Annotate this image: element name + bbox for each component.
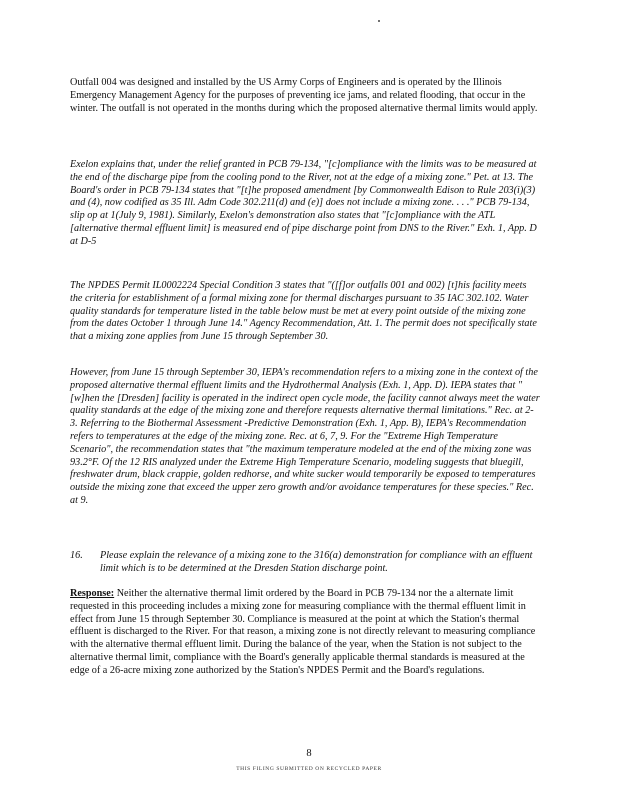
paragraph-exelon-explains: Exelon explains that, under the relief granted in PCB 79-134, "[c]ompliance with the limits was to be measured at the end of the discharge pipe from the cooling pond to the River, not at the edge of a mixing zone." Pet. at 13. The Board's order in PCB 79-134 states that "[t]he proposed amendment [by Commonwealth Edison to Rule 203(i)(3) and (4), now codified as 35 Ill. Adm Code 302.211(d) and (e)] does not include a mixing zone. . . ." PCB 79-134, slip op at 1(July 9, 1981). Similarly, Exelon's demonstration also states that "[c]ompliance with the ATL [alternative thermal effluent limit] is measured end of pipe discharge point from DNS to the River." Exh. 1, App. D at D-5 [70, 159, 537, 247]
paragraph-outfall-004: Outfall 004 was designed and installed by the US Army Corps of Engineers and is operated by the Illinois Emergency Management Agency for the purposes of preventing ice jams, and related flooding, that occur in the winter. The outfall is not operated in the months during which the proposed alternative thermal limits would apply. [70, 77, 538, 114]
paragraph-iepa-recommendation: However, from June 15 through September 30, IEPA's recommendation refers to a mixing zone in the context of the proposed alternative thermal effluent limits and the Hydrothermal Analysis (Exh. 1, App. D). IEPA states that "[w]hen the [Dresden] facility is operated in the indirect open cycle mode, the facility cannot always meet the water quality standards at the edge of the mixing zone and therefore requests alternative thermal limitations." Rec. at 2-3. Referring to the Biothermal Assessment -Predictive Demonstration (Exh. 1, App. B), IEPA's Recommendation refers to temperatures at the edge of the mixing zone. Rec. at 6, 7, 9. For the "Extreme High Temperature Scenario", the recommendation states that "the maximum temperature modeled at the end of the mixing zone was 93.2°F. Of the 12 RIS analyzed under the Extreme High Temperature Scenario, modeling suggests that bluegill, freshwater drum, black crappie, golden redhorse, and white sucker would temporarily be exposed to temperatures outside the mixing zone that exceed the upper zero growth and/or avoidance temperatures for these species." Rec. at 9. [70, 367, 540, 506]
response-paragraph [70, 588, 540, 678]
response-text: Neither the alternative thermal limit ordered by the Board in PCB 79-134 nor the a alternate limit requested in this proceeding includes a mixing zone for measuring compliance with the thermal effluent limit in effect from June 15 through September 30. Compliance is measured at the point at which the Station's thermal effluent is discharged to the River. For that reason, a mixing zone is not directly relevant to measuring compliance with the alternative thermal effluent limit. During the balance of the year, when the Station is not subject to the alternative thermal limit, compliance with the Board's generally applicable thermal standards is measured at the edge of a 26-acre mixing zone authorized by the Station's NPDES Permit and the Board's regulations. [70, 588, 536, 676]
question-text: Please explain the relevance of a mixing zone to the 316(a) demonstration for compliance with an effluent limit which is to be determined at the Dresden Station discharge point. [100, 550, 533, 574]
scan-speck [378, 20, 380, 22]
paragraph-npdes-permit: The NPDES Permit IL0002224 Special Condition 3 states that "([f]or outfalls 001 and 002) [t]his facility meets the criteria for establishment of a formal mixing zone for thermal discharges pursuant to 35 IAC 302.102. Water quality standards for temperature listed in the table below must be met at every point outside of the mixing zone from the dates October 1 through June 14." Agency Recommendation, Att. 1. The permit does not specifically state that a mixing zone applies from June 15 through September 30. [70, 280, 537, 343]
question-number: 16. [70, 550, 83, 561]
response-label: Response: [70, 588, 115, 599]
page-number: 8 [306, 748, 312, 759]
recycled-paper-footer: THIS FILING SUBMITTED ON RECYCLED PAPER [236, 766, 382, 772]
